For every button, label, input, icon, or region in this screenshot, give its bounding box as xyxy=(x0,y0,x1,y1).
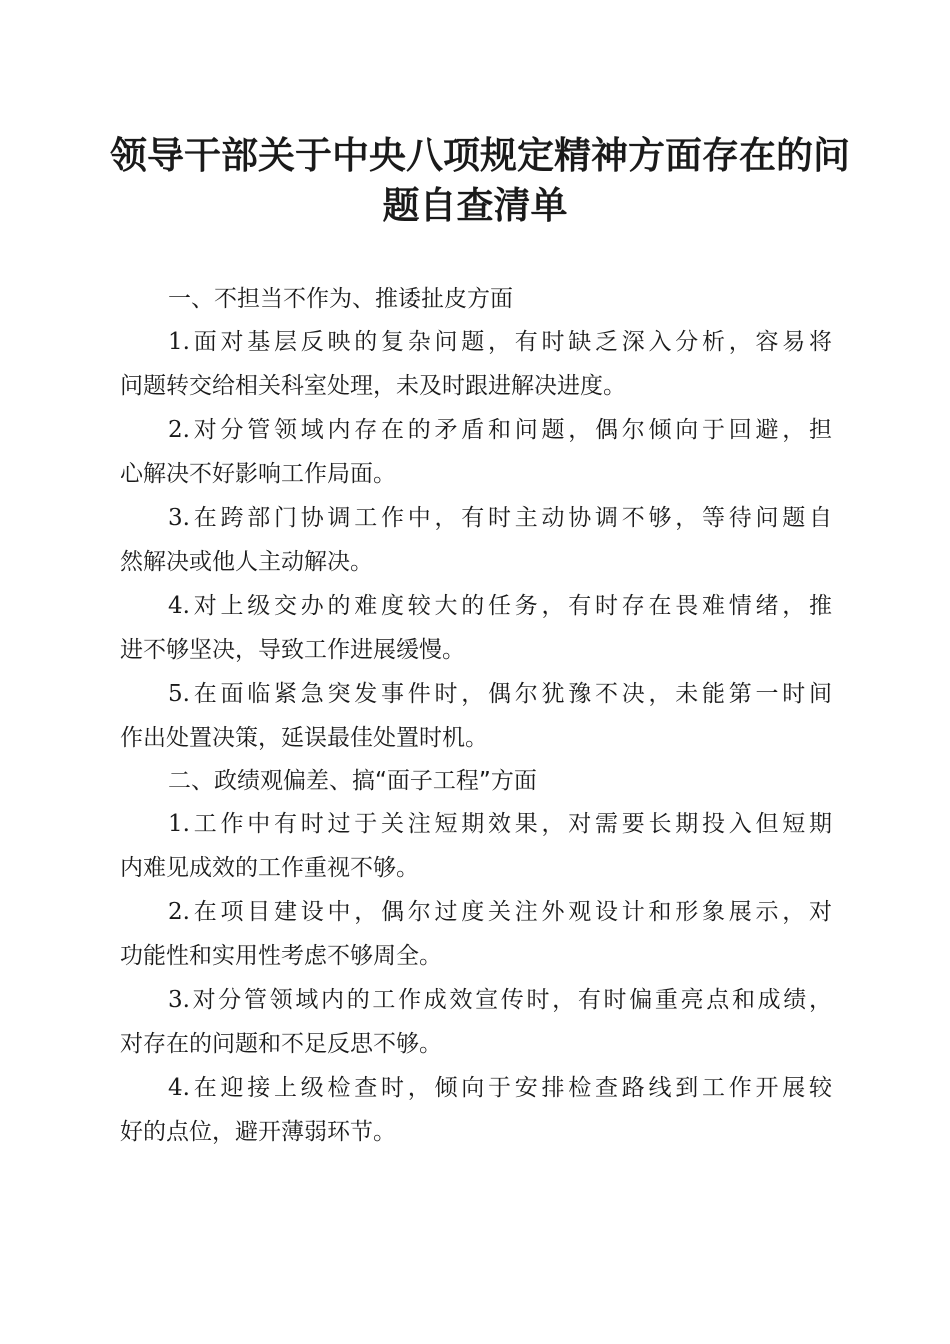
document-body xyxy=(120,278,832,1154)
item-line: 进不够坚决，导致工作进展缓慢。 xyxy=(120,637,465,663)
item-line: 2.在项目建设中，偶尔过度关注外观设计和形象展示，对 xyxy=(168,899,832,925)
item-line: 问题转交给相关科室处理，未及时跟进解决进度。 xyxy=(120,373,626,399)
item-line: 1.工作中有时过于关注短期效果，对需要长期投入但短期 xyxy=(168,811,832,837)
item-line: 3.在跨部门协调工作中，有时主动协调不够，等待问题自 xyxy=(168,505,832,531)
section-2-item-2 xyxy=(120,890,832,978)
item-line: 对存在的问题和不足反思不够。 xyxy=(120,1031,442,1057)
section-1-item-5 xyxy=(120,672,832,760)
section-2-item-4 xyxy=(120,1066,832,1154)
item-line: 4.在迎接上级检查时，倾向于安排检查路线到工作开展较 xyxy=(168,1075,832,1101)
section-1-item-4 xyxy=(120,584,832,672)
section-1-item-2 xyxy=(120,408,832,496)
item-line: 心解决不好影响工作局面。 xyxy=(120,461,396,487)
section-heading-1: 一、不担当不作为、推诿扯皮方面 xyxy=(168,286,513,312)
section-2-item-3 xyxy=(120,978,832,1066)
item-line: 2.对分管领域内存在的矛盾和问题，偶尔倾向于回避，担 xyxy=(168,417,832,443)
title-line-1: 领导干部关于中央八项规定精神方面存在的问 xyxy=(110,133,850,177)
item-line: 3.对分管领域内的工作成效宣传时，有时偏重亮点和成绩， xyxy=(168,987,832,1013)
item-line: 功能性和实用性考虑不够周全。 xyxy=(120,943,442,969)
section-heading-2: 二、政绩观偏差、搞“面子工程”方面 xyxy=(168,768,537,794)
item-line: 4.对上级交办的难度较大的任务，有时存在畏难情绪，推 xyxy=(168,593,832,619)
section-1-item-3 xyxy=(120,496,832,584)
item-line: 内难见成效的工作重视不够。 xyxy=(120,855,419,881)
item-line: 1.面对基层反映的复杂问题，有时缺乏深入分析，容易将 xyxy=(168,329,832,355)
item-line: 然解决或他人主动解决。 xyxy=(120,549,373,575)
title-line-2: 题自查清单 xyxy=(382,183,568,227)
document-title xyxy=(110,130,850,230)
section-1-item-1 xyxy=(120,320,832,408)
item-line: 作出处置决策，延误最佳处置时机。 xyxy=(120,725,488,751)
item-line: 好的点位，避开薄弱环节。 xyxy=(120,1119,396,1145)
section-2-item-1 xyxy=(120,802,832,890)
item-line: 5.在面临紧急突发事件时，偶尔犹豫不决，未能第一时间 xyxy=(168,681,832,707)
